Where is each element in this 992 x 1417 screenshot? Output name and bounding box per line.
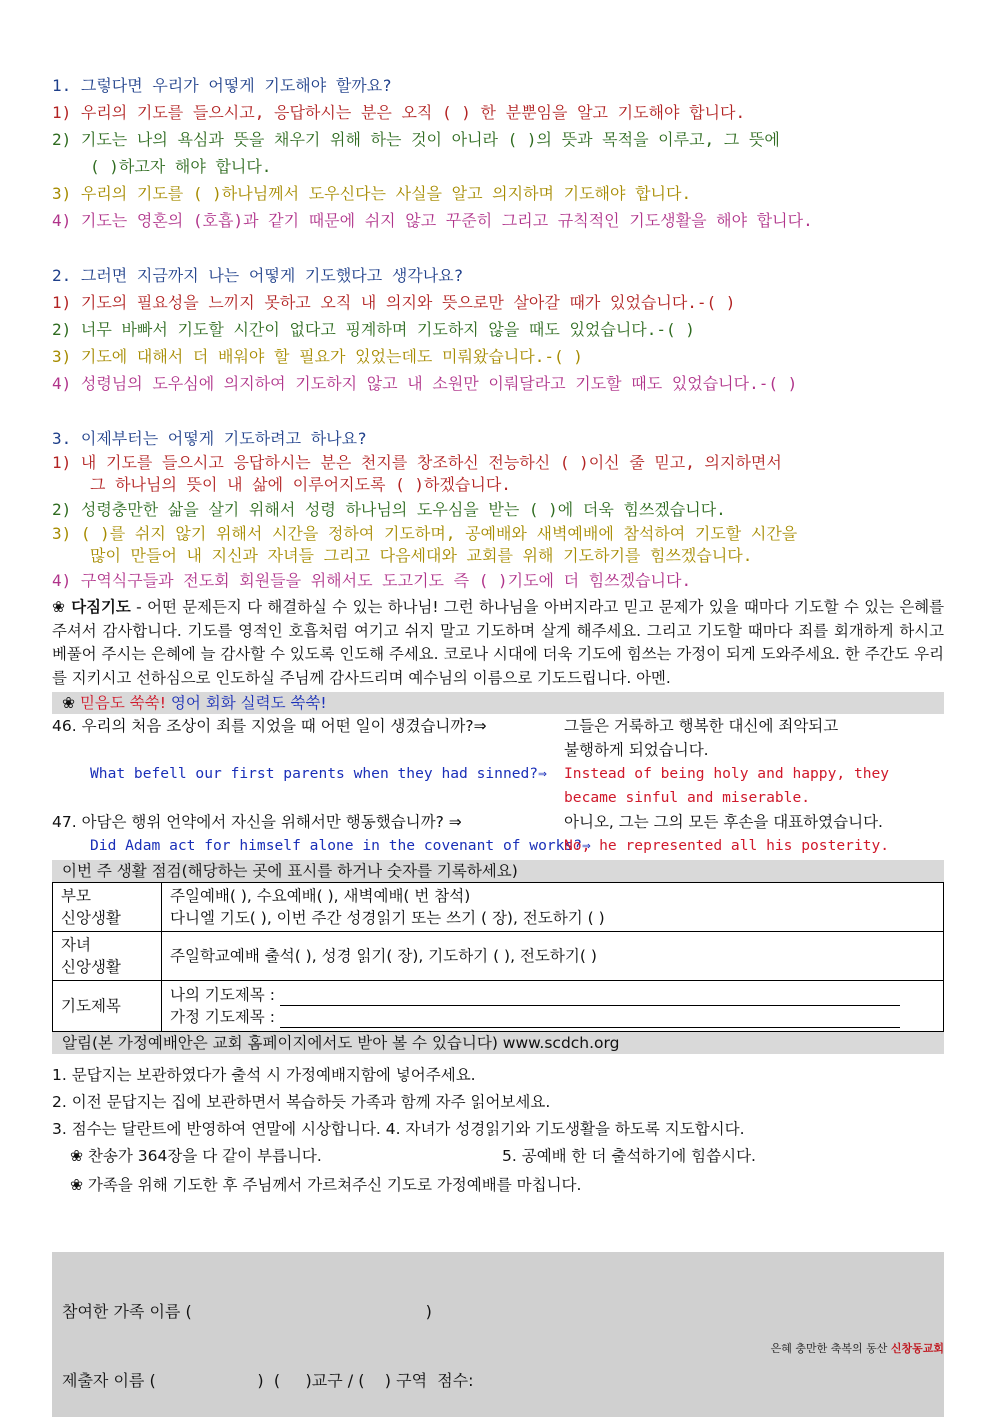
prayer-row — [53, 981, 944, 1032]
answer-1-2: 2) 기도는 나의 욕심과 뜻을 채우기 위해 하는 것이 아니라 ( )의 뜻과 목적을 이루고, 그 뜻에 — [52, 130, 780, 149]
answer-2-3: 3) 기도에 대해서 더 배워야 할 필요가 있었는데도 미뤄왔습니다.-( ) — [52, 347, 583, 366]
answer-3-4: 4) 구역식구들과 전도회 회원들을 위해서도 도고기도 즉 ( )기도에 더 힘쓰겠습니다. — [52, 571, 692, 590]
banner-english: 영어 회화 실력도 쑥쑥! — [170, 694, 327, 713]
church-name: 신창동교회 — [890, 1342, 944, 1355]
my-prayer-label: 나의 기도제목 : — [170, 986, 275, 1005]
parents-checks — [162, 883, 944, 932]
a46-en-2: became sinful and miserable. — [564, 789, 811, 807]
answer-3-1: 1) 내 기도를 들으시고 응답하시는 분은 천지를 창조하신 전능하신 ( )이신 줄 믿고, 의지하면서 — [52, 453, 782, 472]
answer-1-2-cont: ( )하고자 해야 합니다. — [90, 157, 272, 176]
question-3: 3. 이제부터는 어떻게 기도하려고 하나요? — [52, 429, 367, 448]
flower-icon: ❀ — [62, 694, 75, 713]
parents-label: 부모 신앙생활 — [53, 883, 162, 932]
answer-1-4: 4) 기도는 영혼의 (호흡)과 같기 때문에 쉬지 않고 꾸준히 그리고 규칙적인 기도생활을 해야 합니다. — [52, 211, 813, 230]
banner-faith: 믿음도 쑥쑥! — [79, 694, 166, 713]
submission-box — [52, 1252, 944, 1417]
parents-line-1[interactable]: 주일예배( ), 수요예배( ), 새벽예배( 번 참석) — [170, 887, 471, 906]
catechism-banner — [52, 692, 944, 714]
catechism-46-ko-cont — [52, 738, 944, 762]
life-check-table — [52, 882, 944, 1032]
answer-3-2: 2) 성령충만한 삶을 살기 위해서 성령 하나님의 도우심을 받는 ( )에 더욱 힘쓰겠습니다. — [52, 500, 726, 519]
catechism-47-en — [52, 834, 944, 858]
answer-1-1: 1) 우리의 기도를 들으시고, 응답하시는 분은 오직 ( ) 한 분뿐임을 알고 기도해야 합니다. — [52, 103, 746, 122]
notice-item-1: 1. 문답지는 보관하였다가 출석 시 가정예배지함에 넣어주세요. — [52, 1066, 476, 1085]
catechism-47-ko — [52, 810, 944, 834]
footer-text: 은혜 충만한 축복의 동산 — [770, 1342, 891, 1355]
answer-2-4: 4) 성령님의 도우심에 의지하여 기도하지 않고 내 소원만 이뤄달라고 기도할 때도 있었습니다.-( ) — [52, 374, 798, 393]
a47-ko: 아니오, 그는 그의 모든 후손을 대표하였습니다. — [564, 813, 883, 832]
my-prayer-field[interactable] — [280, 989, 900, 1006]
answer-3-1-cont: 그 하나님의 뜻이 내 삶에 이루어지도록 ( )하겠습니다. — [90, 475, 511, 494]
question-2: 2. 그러면 지금까지 나는 어떻게 기도했다고 생각나요? — [52, 266, 464, 285]
family-names-field[interactable]: 참여한 가족 이름 ( ) — [62, 1302, 432, 1321]
answer-2-2: 2) 너무 바빠서 기도할 시간이 없다고 핑계하며 기도하지 않을 때도 있었습니다.-( ) — [52, 320, 695, 339]
closing-prayer-title: ❀ 다짐기도 — [52, 598, 131, 616]
notice-item-3: 3. 점수는 달란트에 반영하여 연말에 시상합니다. 4. 자녀가 성경읽기와 기도생활을 하도록 지도합시다. — [52, 1120, 745, 1139]
closing-prayer-text: - 어떤 문제든지 다 해결하실 수 있는 하나님! 그런 하나님을 아버지라고 믿고 문제가 있을 때마다 기도할 수 있는 은혜를 주셔서 감사합니다. 기도를 영적인 호흡처럼 여기고 쉬지 말고 기도하며 살게 해주세요. 그리고 기도할 때마다 죄를 회개하게 하시고 베풀어 주시는 은혜에 늘 감사할 수 있도록 인도해 주세요. 코로나 시대에 더욱 기도에 힘쓰는 가정이 되게 도와주세요. 한 주간도 우리를 지키시고 선하심으로 인도하실 주님께 감사드리며 예수님의 이름으로 기도드립니다. 아멘. — [52, 598, 944, 687]
notice-row-hymn — [52, 1143, 944, 1170]
notice-list — [52, 1062, 944, 1199]
q46-ko: 46. 우리의 처음 조상이 죄를 지었을 때 어떤 일이 생겼습니까?⇒ — [52, 717, 487, 736]
a47-en: No, he represented all his posterity. — [564, 837, 890, 855]
q47-ko: 47. 아담은 행위 언약에서 자신을 위해서만 행동했습니까? ⇒ — [52, 813, 462, 832]
closing-prayer — [52, 596, 944, 690]
life-check-header: 이번 주 생활 점검(해당하는 곳에 표시를 하거나 숫자를 기록하세요) — [52, 860, 944, 882]
notice-header: 알림(본 가정예배안은 교회 홈페이지에서도 받아 볼 수 있습니다) www.scdch.org — [52, 1032, 944, 1054]
answer-2-1: 1) 기도의 필요성을 느끼지 못하고 오직 내 의지와 뜻으로만 살아갈 때가 있었습니다.-( ) — [52, 293, 736, 312]
catechism-46-en-cont — [52, 786, 944, 810]
children-label: 자녀 신앙생활 — [53, 932, 162, 981]
answer-3-3-cont: 많이 만들어 내 지신과 자녀들 그리고 다음세대와 교회를 위해 기도하기를 힘쓰겠습니다. — [90, 546, 753, 565]
q46-en: What befell our first parents when they had sinned?⇒ — [90, 765, 547, 783]
parents-row — [53, 883, 944, 932]
catechism-46-en — [52, 762, 944, 786]
children-checks[interactable]: 주일학교예배 출석( ), 성경 읽기( 장), 기도하기 ( ), 전도하기( ) — [162, 932, 944, 981]
a46-ko-1: 그들은 거룩하고 행복한 대신에 죄악되고 — [564, 717, 839, 736]
children-row — [53, 932, 944, 981]
family-prayer-field[interactable] — [280, 1011, 900, 1028]
submitter-field[interactable]: 제출자 이름 ( ) ( )교구 / ( ) 구역 점수: — [62, 1371, 474, 1390]
answer-3-3: 3) ( )를 쉬지 않기 위해서 시간을 정하여 기도하며, 공예배와 새벽예배에 참석하여 기도할 시간을 — [52, 524, 798, 543]
parents-line-2[interactable]: 다니엘 기도( ), 이번 주간 성경읽기 또는 쓰기 ( 장), 전도하기 ( ) — [170, 909, 605, 928]
a46-ko-2: 불행하게 되었습니다. — [564, 741, 709, 760]
worksheet — [52, 72, 944, 1199]
answer-1-3: 3) 우리의 기도를 ( )하나님께서 도우신다는 사실을 알고 의지하며 기도해야 합니다. — [52, 184, 692, 203]
catechism-46-ko — [52, 714, 944, 738]
footer — [771, 1340, 944, 1356]
prayer-fields — [162, 981, 944, 1032]
question-1: 1. 그렇다면 우리가 어떻게 기도해야 할까요? — [52, 76, 392, 95]
notice-item-2: 2. 이전 문답지는 집에 보관하면서 복습하듯 가족과 함께 자주 읽어보세요. — [52, 1093, 551, 1112]
family-prayer-label: 가정 기도제목 : — [170, 1008, 275, 1027]
final-note: ❀ 가족을 위해 기도한 후 주님께서 가르쳐주신 기도로 가정예배를 마칩니다. — [70, 1176, 582, 1195]
prayer-label: 기도제목 — [53, 981, 162, 1032]
a46-en-1: Instead of being holy and happy, they — [564, 765, 890, 783]
hymn-note: ❀ 찬송가 364장을 다 같이 부릅니다. — [70, 1147, 322, 1166]
notice-item-5: 5. 공예배 한 더 출석하기에 힘씁시다. — [502, 1147, 756, 1166]
q47-en: Did Adam act for himself alone in the covenant of works?⇒ — [90, 837, 591, 855]
